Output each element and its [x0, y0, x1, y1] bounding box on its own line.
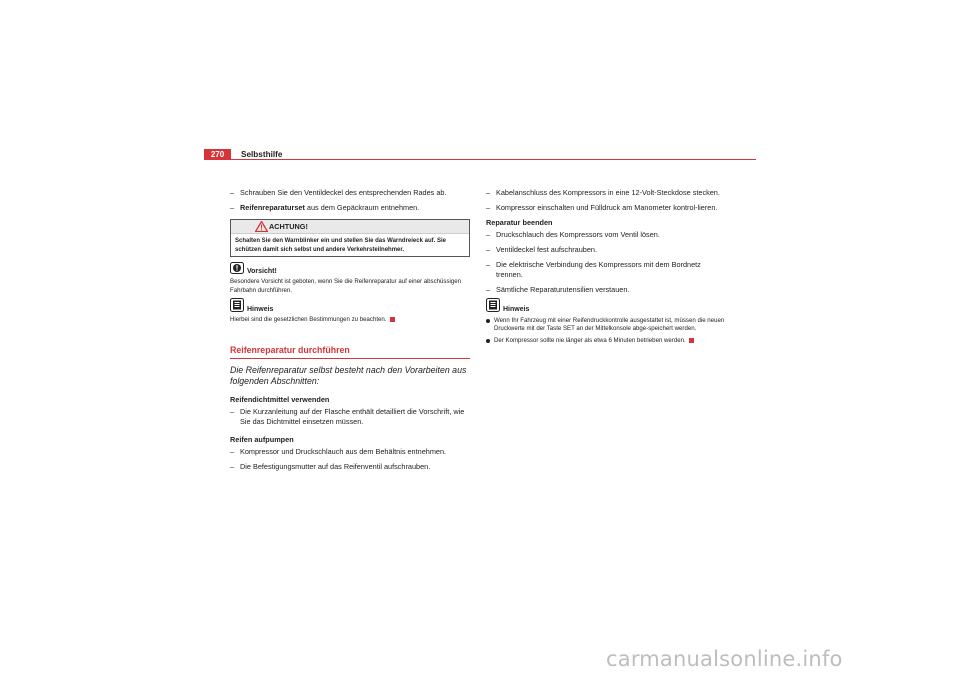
section-intro: Die Reifenreparatur selbst besteht nach den Vorarbeiten aus folgenden Abschnitten:	[230, 364, 467, 386]
section-title: Reifenreparatur durchführen	[230, 345, 470, 359]
step-item	[230, 203, 470, 213]
dash-marker: –	[230, 203, 235, 212]
step-text: aus dem Gepäckraum entnehmen.	[304, 203, 420, 212]
step-item	[486, 245, 726, 255]
chapter-title: Selbsthilfe	[241, 150, 283, 159]
note-label: Hinweis	[247, 306, 274, 314]
bullet-dot-icon	[486, 339, 490, 343]
dash-marker: –	[486, 188, 491, 197]
dash-marker: –	[486, 230, 491, 239]
step-item	[486, 260, 726, 280]
subheading-finish: Reparatur beenden	[486, 218, 553, 227]
dash-marker: –	[230, 461, 235, 471]
bullet-dot-icon	[486, 319, 490, 323]
step-text: Ventildeckel fest aufschrauben.	[496, 245, 598, 254]
note-text: Hierbei sind die gesetzlichen Bestimmungen zu beachten.	[230, 316, 387, 324]
dash-marker: –	[230, 188, 235, 197]
note-icon	[230, 298, 244, 315]
step-item	[486, 203, 726, 213]
end-mark-icon	[689, 338, 694, 343]
dash-marker: –	[486, 203, 491, 212]
note-header	[230, 301, 470, 315]
warning-box	[230, 219, 470, 257]
step-item	[486, 188, 726, 198]
step-item	[230, 188, 470, 198]
dash-marker: –	[230, 446, 235, 456]
step-text: Druckschlauch des Kompressors vom Ventil lösen.	[496, 230, 660, 239]
step-item	[486, 230, 726, 240]
warning-triangle-icon	[255, 221, 268, 235]
page-header	[204, 149, 756, 160]
dash-marker: –	[230, 406, 235, 416]
page-number: 270	[204, 149, 231, 160]
step-text: Kompressor und Druckschlauch aus dem Behältnis entnehmen.	[240, 446, 447, 456]
dash-marker: –	[486, 260, 491, 269]
left-column	[230, 188, 470, 477]
caution-icon	[230, 262, 244, 277]
watermark: carmanualsonline.info	[606, 647, 843, 671]
step-text: Kompressor einschalten und Fülldruck am Manometer kontrol-lieren.	[496, 203, 718, 212]
note-bullet	[486, 317, 726, 334]
step-text: Die Befestigungsmutter auf das Reifenventil aufschrauben.	[240, 461, 431, 471]
step-bold-term: Reifenreparaturset	[240, 203, 305, 212]
note-text-container	[230, 316, 470, 325]
note-label: Hinweis	[503, 306, 530, 313]
warning-header	[231, 220, 469, 233]
warning-text: Schalten Sie den Warnblinker ein und stellen Sie das Warndreieck auf. Sie schützen damit sich selbst und andere Verkehrsteilnehmer.	[231, 233, 469, 256]
header-rule	[204, 159, 756, 160]
dash-marker: –	[486, 245, 491, 254]
right-column	[486, 188, 726, 348]
step-text: Die Kurzanleitung auf der Flasche enthält detailliert die Vorschrift, wie Sie das Dichtmittel einsetzen müssen.	[240, 406, 465, 426]
step-text: Sämtliche Reparaturutensilien verstauen.	[496, 285, 630, 294]
end-mark-icon	[390, 317, 395, 322]
caution-header	[230, 263, 470, 277]
dash-marker: –	[486, 285, 491, 294]
note-icon	[486, 298, 500, 315]
step-item	[230, 447, 470, 457]
caution-text: Besondere Vorsicht ist geboten, wenn Sie die Reifenreparatur auf einer abschüssigen Fahrbahn durchführen.	[230, 278, 462, 294]
step-item	[230, 407, 470, 427]
subheading-sealant: Reifendichtmittel verwenden	[230, 394, 330, 404]
step-text: Schrauben Sie den Ventildeckel des entsprechenden Rades ab.	[240, 188, 447, 197]
note-header	[486, 301, 726, 315]
bullet-text: Wenn Ihr Fahrzeug mit einer Reifendruckkontrolle ausgestattet ist, müssen die neuen Druckwerte mit der Taste SET an der Mittelkonsole abge-speichert werden.	[494, 317, 725, 333]
caution-label: Vorsicht!	[247, 268, 277, 276]
warning-label: ACHTUNG!	[269, 222, 308, 231]
step-item	[230, 462, 470, 472]
bullet-text: Der Kompressor sollte nie länger als etwa 6 Minuten betrieben werden.	[494, 336, 686, 344]
step-text: Kabelanschluss des Kompressors in eine 12-Volt-Steckdose stecken.	[496, 188, 720, 197]
note-bullet	[486, 337, 726, 345]
step-text: Die elektrische Verbindung des Kompressors mit dem Bordnetz trennen.	[496, 260, 701, 279]
step-item	[486, 285, 726, 295]
subheading-inflate: Reifen aufpumpen	[230, 434, 294, 444]
